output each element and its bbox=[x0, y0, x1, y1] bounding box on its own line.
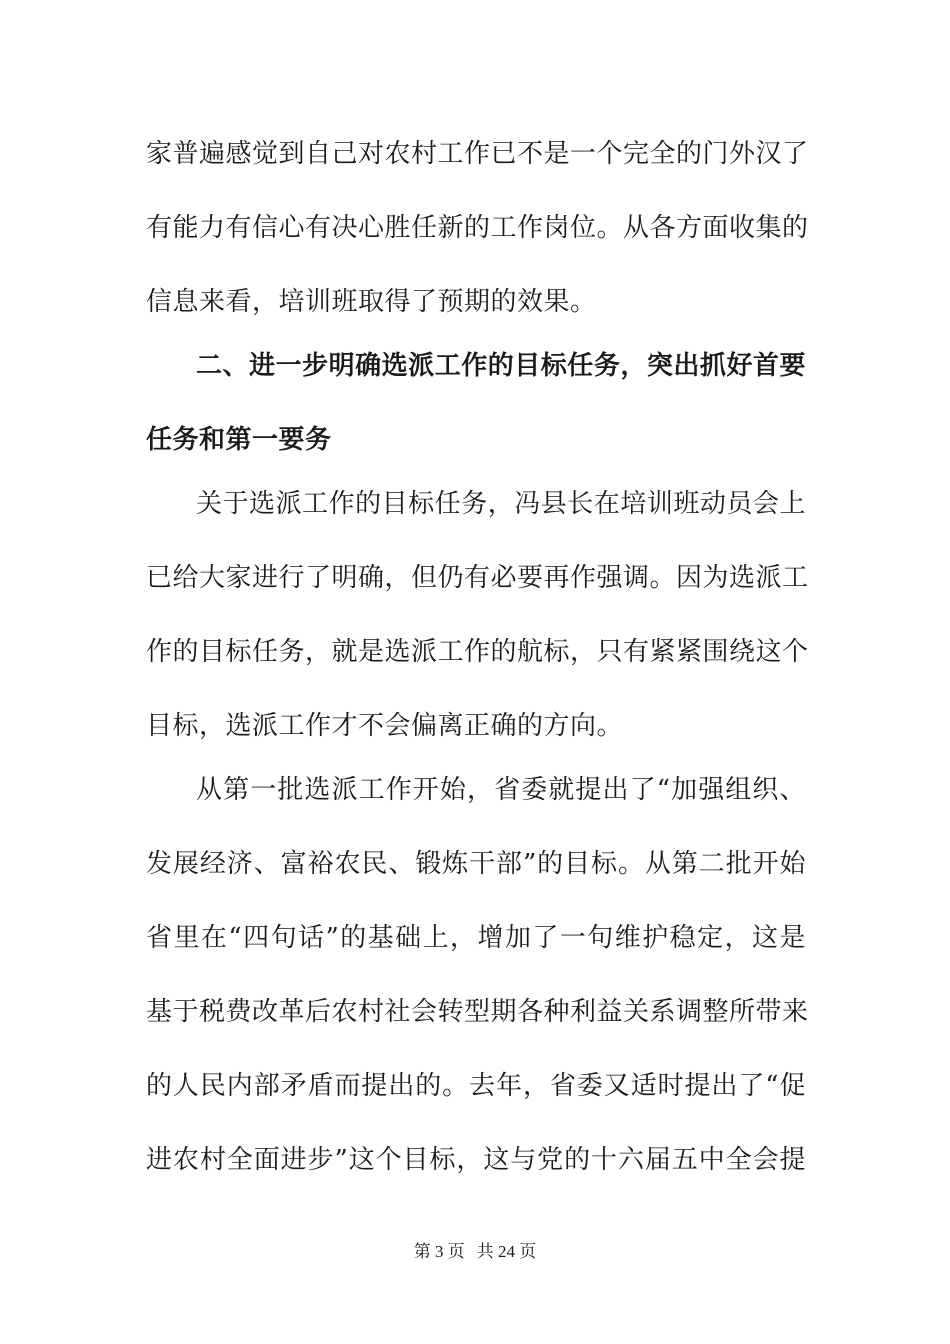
section-heading-continued: 任务和第一要务 bbox=[146, 425, 332, 455]
page-footer bbox=[0, 1240, 950, 1264]
body-text-line: 已给大家进行了明确，但仍有必要再作强调。因为选派工 bbox=[146, 563, 809, 593]
page-number: 第 3 页 bbox=[413, 1242, 465, 1261]
section-heading: 二、进一步明确选派工作的目标任务，突出抓好首要 bbox=[196, 351, 806, 381]
body-text-line: 发展经济、富裕农民、锻炼干部”的目标。从第二批开始 bbox=[146, 849, 806, 879]
body-text-line: 信息来看，培训班取得了预期的效果。 bbox=[146, 287, 597, 317]
body-text-line: 家普遍感觉到自己对农村工作已不是一个完全的门外汉了 bbox=[146, 139, 809, 169]
body-text-line: 进农村全面进步”这个目标，这与党的十六届五中全会提 bbox=[146, 1145, 806, 1175]
body-text-line: 省里在“四句话”的基础上，增加了一句维护稳定，这是 bbox=[146, 923, 806, 953]
body-text-line: 从第一批选派工作开始，省委就提出了“加强组织、 bbox=[196, 775, 806, 805]
body-text-line: 基于税费改革后农村社会转型期各种利益关系调整所带来 bbox=[146, 997, 809, 1027]
body-text-line: 目标，选派工作才不会偏离正确的方向。 bbox=[146, 711, 624, 741]
body-text-line: 作的目标任务，就是选派工作的航标，只有紧紧围绕这个 bbox=[146, 637, 809, 667]
body-text-line: 关于选派工作的目标任务，冯县长在培训班动员会上 bbox=[196, 489, 806, 519]
body-text-line: 的人民内部矛盾而提出的。去年，省委又适时提出了“促 bbox=[146, 1071, 806, 1101]
page-total: 共 24 页 bbox=[476, 1242, 537, 1261]
body-text-line: 有能力有信心有决心胜任新的工作岗位。从各方面收集的 bbox=[146, 213, 809, 243]
